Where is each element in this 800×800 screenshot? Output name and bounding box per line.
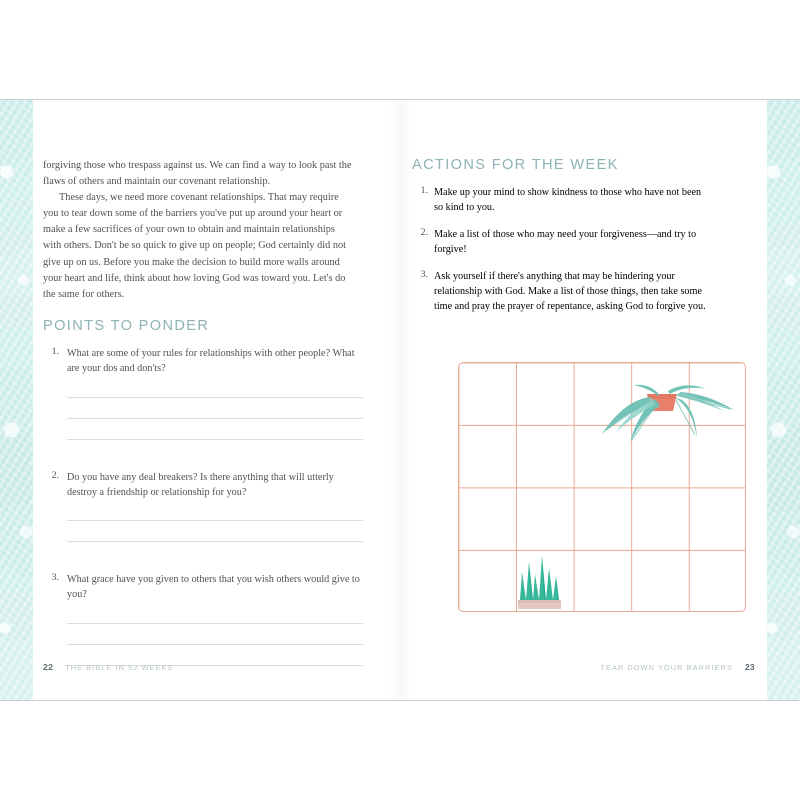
action-number: 2. [420, 226, 428, 238]
answer-lines[interactable] [67, 520, 363, 542]
question-text: What are some of your rules for relationships with other people? What are your dos and don'ts? [67, 348, 355, 375]
running-head: THE BIBLE IN 52 WEEKS [65, 663, 174, 672]
ponder-question-1 [43, 346, 363, 440]
body-paragraph-2: These days, we need more covenant relationships. That may require you to tear down some of the barriers you've put up around your heart or make a few sacrifices of your own to obtain and maintain relationships with others. Don't be so quick to give up on people; God certainly did not give up on us. Before you make the decision to build more walls around your heart and life, think about how loving God was toward you. Let's do the same for others. [43, 192, 346, 300]
actions-for-the-week-heading: ACTIONS FOR THE WEEK [412, 157, 619, 173]
book-spread [0, 100, 800, 700]
note-grid-area[interactable] [458, 362, 746, 612]
action-number: 1. [420, 185, 428, 196]
answer-line[interactable] [67, 439, 363, 440]
answer-line[interactable] [67, 623, 363, 624]
ponder-question-2 [43, 470, 363, 543]
snake-plant-illustration [514, 550, 566, 612]
body-paragraph-1: forgiving those who trespass against us. We can find a way to look past the flaws of others and maintain our covenant relationship. [43, 160, 352, 188]
answer-lines[interactable] [67, 623, 363, 666]
right-page-footer [600, 662, 755, 672]
answer-line[interactable] [67, 541, 363, 542]
right-page-edge-texture [767, 100, 800, 700]
action-item-2 [412, 227, 712, 258]
question-number: 3. [51, 572, 59, 584]
page-number: 22 [43, 662, 54, 672]
ponder-question-3 [43, 572, 363, 666]
question-number: 2. [51, 469, 59, 481]
points-to-ponder-list [43, 346, 363, 666]
running-head: TEAR DOWN YOUR BARRIERS [600, 663, 733, 672]
action-text: Make a list of those who may need your forgiveness—and try to forgive! [434, 228, 697, 256]
question-text: What grace have you given to others that you wish others would give to you? [67, 574, 360, 601]
hanging-plant-illustration [600, 380, 746, 452]
actions-list [412, 185, 712, 326]
answer-lines[interactable] [67, 397, 363, 440]
page-number: 23 [744, 662, 755, 672]
answer-line[interactable] [67, 397, 363, 398]
left-page-footer [43, 662, 173, 672]
action-item-3 [412, 269, 712, 315]
left-page-edge-texture [0, 100, 33, 700]
question-number: 1. [51, 346, 59, 357]
action-number: 3. [420, 268, 428, 280]
action-text: Make up your mind to show kindness to those who have not been so kind to you. [434, 187, 702, 214]
left-page [33, 100, 400, 700]
question-text: Do you have any deal breakers? Is there anything that will utterly destroy a friendship or relationship for you? [67, 471, 334, 498]
answer-line[interactable] [67, 418, 363, 419]
action-text: Ask yourself if there's anything that may be hindering your relationship with God. Make a list of those things, then take some time and pray the prayer of repentance, asking God to forgive you. [434, 270, 706, 313]
wavy-divider [43, 306, 353, 313]
action-item-1 [412, 185, 712, 216]
answer-line[interactable] [67, 520, 363, 521]
points-to-ponder-heading: POINTS TO PONDER [43, 318, 210, 334]
body-text-block [43, 158, 355, 303]
answer-line[interactable] [67, 644, 363, 645]
right-page [400, 100, 767, 700]
